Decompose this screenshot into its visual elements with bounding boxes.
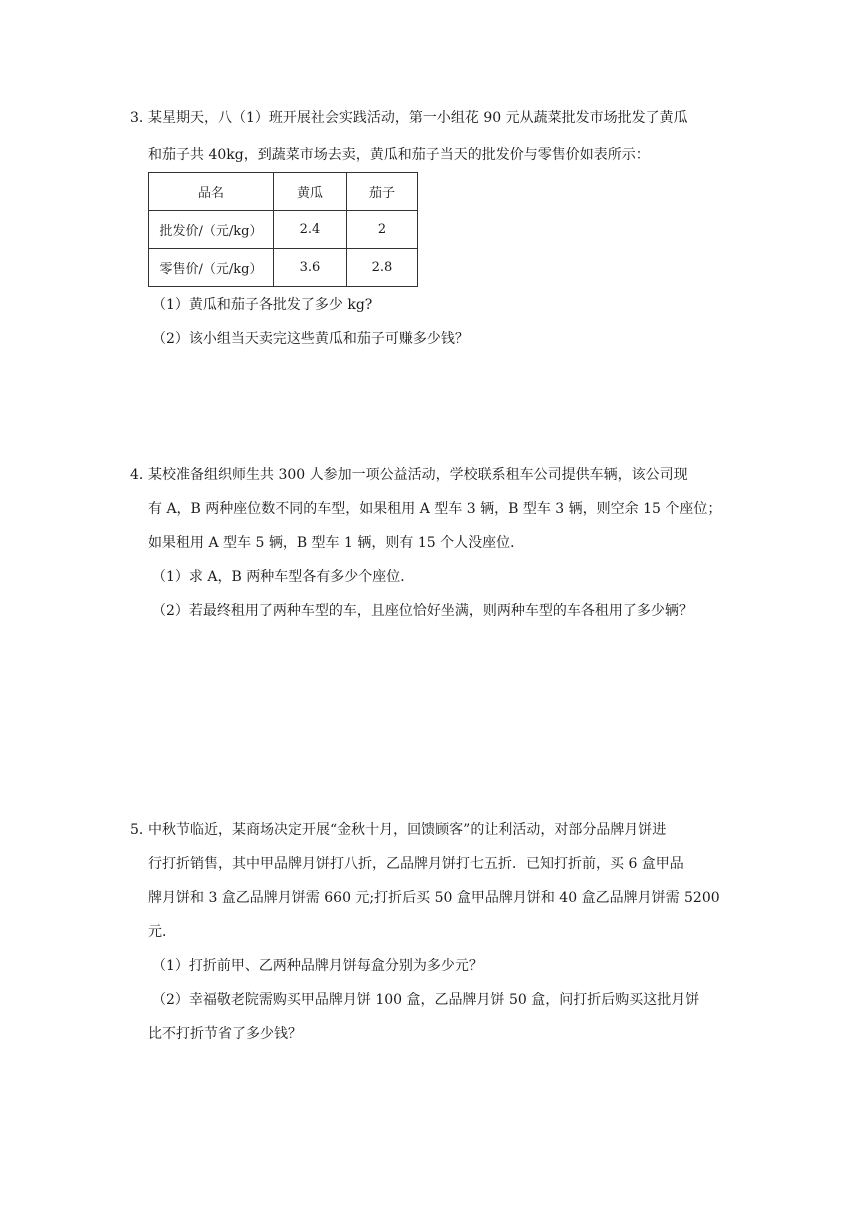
table-row	[149, 211, 418, 249]
table-cell: 2	[347, 211, 418, 249]
question-4-number: 4．	[130, 467, 153, 483]
question-3-line-1: 某星期天，八（1）班开展社会实践活动，第一小组花 90 元从蔬菜批发市场批发了黄瓜	[148, 110, 688, 126]
question-5-sub-2: （2）幸福敬老院需购买甲品牌月饼 100 盒，乙品牌月饼 50 盒，问打折后购买这批月饼	[152, 992, 700, 1008]
question-5-sub-1: （1）打折前甲、乙两种品牌月饼每盒分别为多少元？	[152, 958, 483, 974]
question-3-sub-1: （1）黄瓜和茄子各批发了多少 kg?	[152, 297, 373, 313]
question-3-sub-2: （2）该小组当天卖完这些黄瓜和茄子可赚多少钱？	[152, 331, 469, 347]
table-cell: 零售价/（元/kg）	[149, 249, 274, 287]
price-table	[148, 172, 418, 287]
table-cell: 3.6	[274, 249, 347, 287]
table-header-row	[149, 173, 418, 211]
table-header-cell: 黄瓜	[274, 173, 347, 211]
question-4-line-3: 如果租用 A 型车 5 辆，B 型车 1 辆，则有 15 个人没座位．	[148, 535, 525, 551]
table-cell: 2.8	[347, 249, 418, 287]
question-5-line-1: 中秋节临近，某商场决定开展“金秋十月，回馈顾客”的让利活动，对部分品牌月饼进	[148, 822, 667, 838]
question-5-line-4: 元．	[148, 924, 176, 940]
table-cell: 2.4	[274, 211, 347, 249]
question-3-line-2: 和茄子共 40kg，到蔬菜市场去卖，黄瓜和茄子当天的批发价与零售价如表所示：	[148, 147, 650, 163]
table-header-cell: 品名	[149, 173, 274, 211]
question-4-line-2: 有 A，B 两种座位数不同的车型，如果租用 A 型车 3 辆，B 型车 3 辆，则空余 15 个座位；	[148, 501, 722, 517]
table-header-cell: 茄子	[347, 173, 418, 211]
question-5-line-2: 行打折销售，其中甲品牌月饼打八折，乙品牌月饼打七五折．已知打折前，买 6 盒甲品	[148, 856, 684, 872]
question-3-number: 3．	[130, 110, 153, 126]
table-row	[149, 249, 418, 287]
question-4-line-1: 某校准备组织师生共 300 人参加一项公益活动，学校联系租车公司提供车辆，该公司现	[148, 467, 688, 483]
question-4-sub-2: （2）若最终租用了两种车型的车，且座位恰好坐满，则两种车型的车各租用了多少辆？	[152, 603, 693, 619]
table-cell: 批发价/（元/kg）	[149, 211, 274, 249]
question-5-line-3: 牌月饼和 3 盒乙品牌月饼需 660 元;打折后买 50 盒甲品牌月饼和 40 盒乙品牌月饼需 5200	[148, 890, 720, 906]
question-4-sub-1: （1）求 A，B 两种车型各有多少个座位．	[152, 569, 415, 585]
question-5-number: 5．	[130, 822, 153, 838]
question-5-sub-2-continued: 比不打折节省了多少钱？	[148, 1026, 302, 1042]
